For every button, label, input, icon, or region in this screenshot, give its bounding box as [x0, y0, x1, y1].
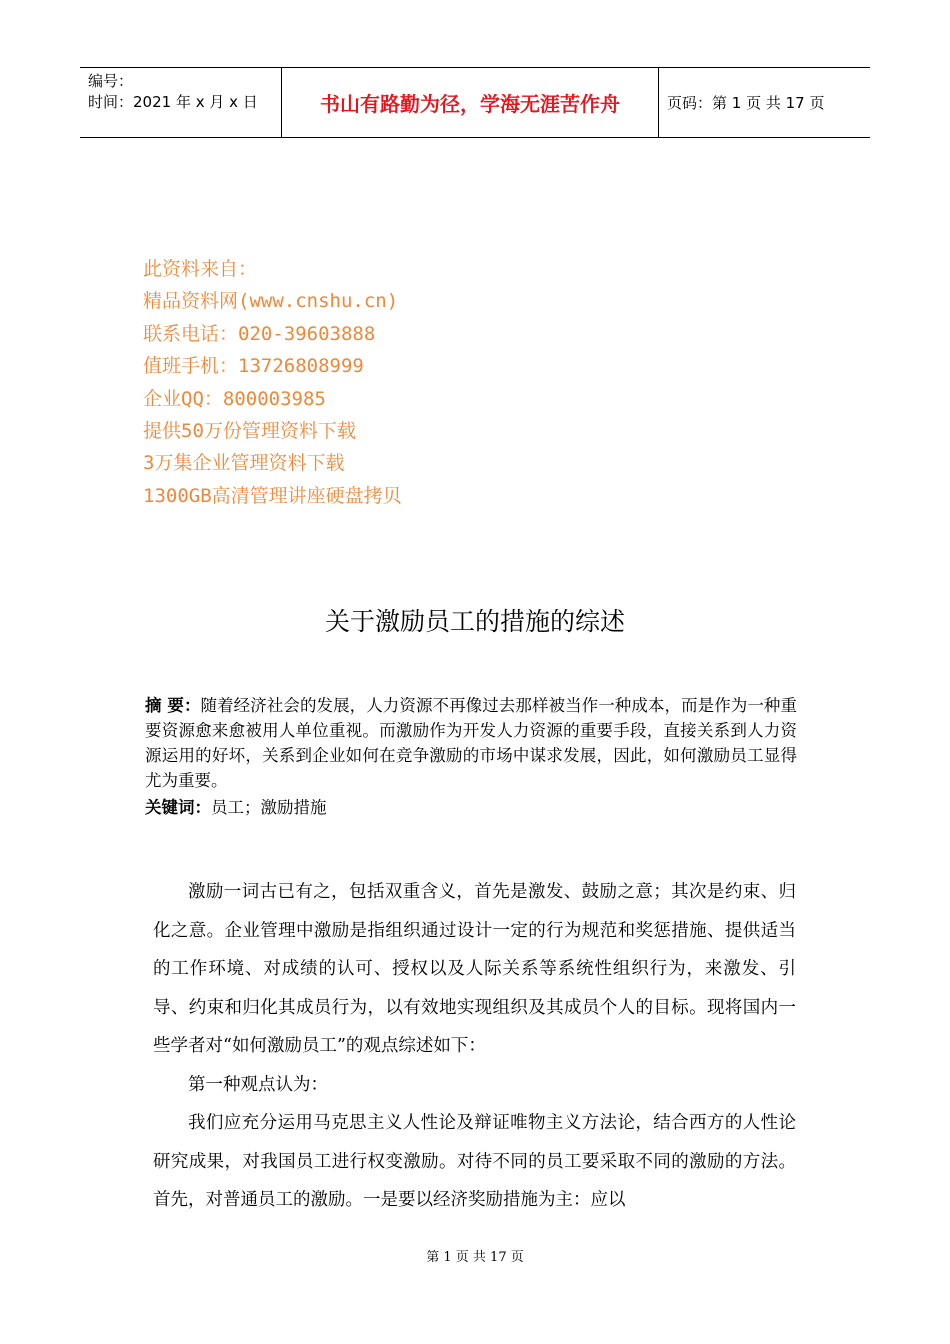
- promo-line: 3万集企业管理资料下载: [143, 452, 345, 475]
- keywords: [145, 795, 797, 820]
- header-motto: 书山有路勤为径，学海无涯苦作舟: [282, 68, 659, 137]
- promo-line: 企业QQ：800003985: [143, 387, 326, 410]
- page-footer: 第 1 页 共 17 页: [426, 1250, 524, 1265]
- document-title: 关于激励员工的措施的综述: [324, 607, 625, 636]
- promo-line: 值班手机：13726808999: [143, 355, 364, 378]
- keywords-text: 员工；激励措施: [211, 798, 327, 817]
- promo-line: 此资料来自：: [143, 258, 258, 280]
- promo-block: [143, 253, 402, 512]
- promo-line: 联系电话：020-39603888: [143, 322, 376, 345]
- promo-line: 1300GB高清管理讲座硬盘拷贝: [143, 484, 402, 507]
- abstract-text: 随着经济社会的发展，人力资源不再像过去那样被当作一种成本，而是作为一种重要资源愈来愈被用人单位重视。而激励作为开发人力资源的重要手段，直接关系到人力资源运用的好坏，关系到企业如何在竞争激励的市场中谋求发展，因此，如何激励员工显得尤为重要。: [145, 696, 797, 790]
- header-meta: [80, 68, 282, 137]
- keywords-label: 关键词：: [145, 798, 211, 817]
- body-paragraph: 我们应充分运用马克思主义人性论及辩证唯物主义方法论，结合西方的人性论研究成果，对我国员工进行权变激励。对待不同的员工要采取不同的激励的方法。首先，对普通员工的激励。一是要以经济奖励措施为主：应以: [153, 1113, 796, 1210]
- header-page-info: 页码：第 1 页 共 17 页: [667, 94, 825, 112]
- number-label: 编号：: [88, 72, 134, 90]
- abstract-label: 摘 要：: [145, 696, 201, 715]
- body-paragraph: 激励一词古已有之，包括双重含义，首先是激发、鼓励之意；其次是约束、归化之意。企业管理中激励是指组织通过设计一定的行为规范和奖惩措施、提供适当的工作环境、对成绩的认可、授权以及人际关系等系统性组织行为，来激发、引导、约束和归化其成员行为，以有效地实现组织及其成员个人的目标。现将国内一些学者对“如何激励员工”的观点综述如下：: [153, 882, 796, 1056]
- header-table: [80, 67, 870, 138]
- body-paragraph: 第一种观点认为：: [188, 1074, 328, 1095]
- promo-line: 精品资料网(www.cnshu.cn): [143, 290, 399, 313]
- promo-line: 提供50万份管理资料下载: [143, 420, 356, 443]
- time-label: 时间：2021 年 x 月 x 日: [88, 93, 258, 111]
- abstract: [145, 693, 797, 793]
- body-text: [153, 873, 796, 1220]
